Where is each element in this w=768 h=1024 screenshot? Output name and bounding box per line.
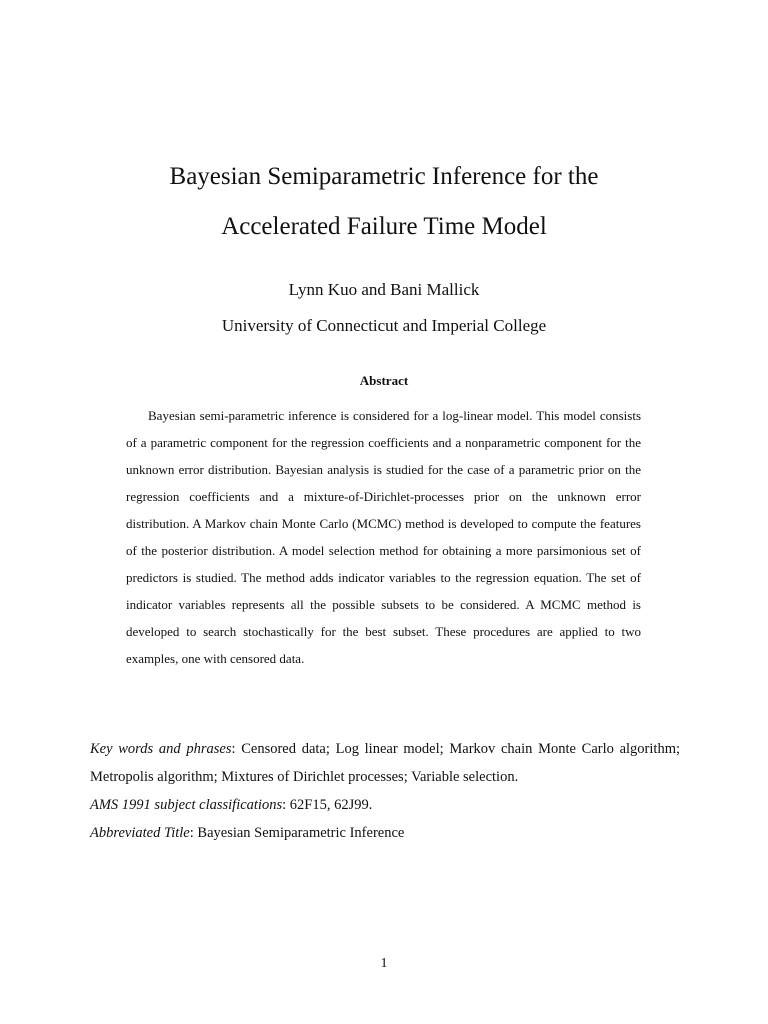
abstract-body: Bayesian semi-parametric inference is considered for a log-linear model. This model consists of a parametric component for the regression coefficients and a nonparametric component for the unknown error distribution. Bayesian analysis is studied for the case of a parametric prior on the regression coefficients and a mixture-of-Dirichlet-processes prior on the unknown error distribution. A Markov chain Monte Carlo (MCMC) method is developed to compute the features of the posterior distribution. A model selection method for obtaining a more parsimonious set of predictors is studied. The method adds indicator variables to the regression equation. The set of indicator variables represents all the possible subsets to be considered. A MCMC method is developed to search stochastically for the best subset. These procedures are applied to two examples, one with censored data.: [126, 408, 641, 666]
abbreviated-title-text: Bayesian Semiparametric Inference: [197, 825, 405, 841]
author-names: Lynn Kuo and Bani Mallick: [288, 280, 480, 299]
ams-text: 62F15, 62J99.: [289, 797, 373, 813]
keywords-text: Censored data; Log linear model; Markov chain Monte Carlo algorithm; Metropolis algorithm; Mixtures of Dirichlet processes; Variable selection.: [90, 741, 680, 785]
keywords-label: Key words and phrases: [90, 741, 232, 757]
title-line-1: Bayesian Semiparametric Inference for the: [169, 163, 599, 190]
abbreviated-title-label: Abbreviated Title: [90, 825, 190, 841]
abbreviated-title-paragraph: Abbreviated Title: Bayesian Semiparametric Inference: [90, 825, 405, 841]
ams-label: AMS 1991 subject classifications: [90, 797, 283, 813]
keywords-paragraph: Key words and phrases: Censored data; Log linear model; Markov chain Monte Carlo algorithm; Metropolis algorithm; Mixtures of Dirichlet processes; Variable selection.: [90, 741, 680, 785]
author-affiliation: University of Connecticut and Imperial College: [221, 316, 547, 335]
paper-title: [0, 152, 768, 252]
page-number: 1: [380, 956, 388, 971]
ams-paragraph: AMS 1991 subject classifications: 62F15, 62J99.: [90, 797, 373, 813]
author-block: [0, 272, 768, 344]
title-line-2: Accelerated Failure Time Model: [221, 213, 547, 240]
front-matter-meta: [90, 735, 680, 847]
abstract-heading: Abstract: [359, 373, 409, 388]
